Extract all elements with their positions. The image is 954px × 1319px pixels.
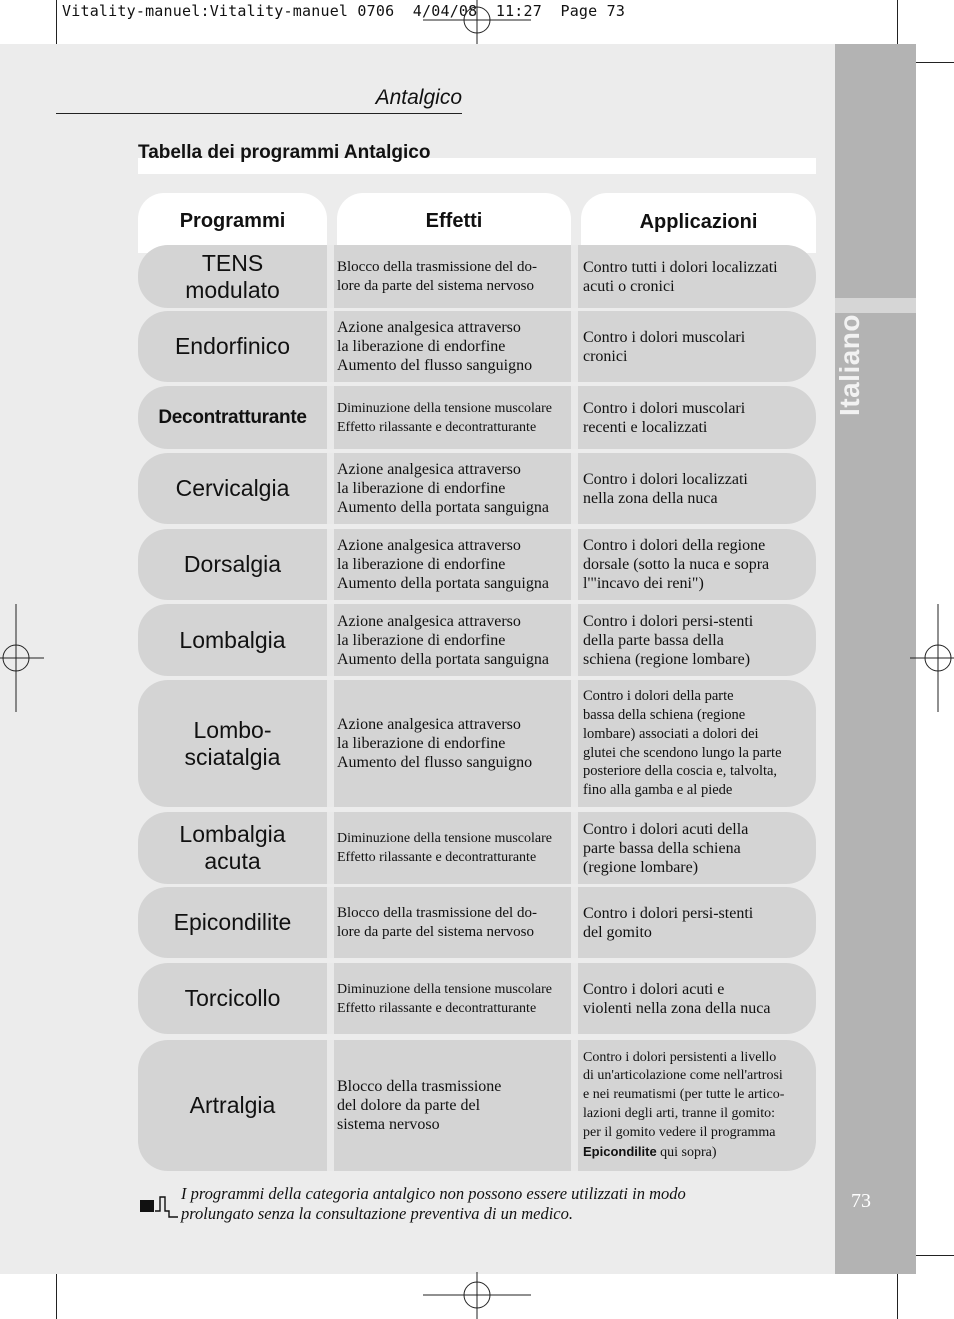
table-title: Tabella dei programmi Antalgico xyxy=(138,142,431,163)
program-effects: Diminuzione della tensione muscolare Effetto rilassante e decontratturante xyxy=(337,981,552,1016)
column-header-effetti xyxy=(337,193,571,253)
program-name: Cervicalgia xyxy=(175,475,290,501)
program-applications: Contro i dolori muscolari cronici xyxy=(583,328,746,365)
program-effects: Diminuzione della tensione muscolare Effetto rilassante e decontratturante xyxy=(337,400,552,435)
column-header-applicazioni xyxy=(581,193,816,253)
table-row xyxy=(138,1040,816,1171)
program-effects: Azione analgesica attraverso la liberazione di endorfine Aumento del flusso sanguigno xyxy=(337,319,533,374)
program-name: Lombalgia acuta xyxy=(179,821,286,874)
section-rule xyxy=(56,113,462,114)
table-row xyxy=(138,386,816,449)
program-applications: Contro i dolori muscolari recenti e localizzati xyxy=(583,399,746,436)
column-header-label: Programmi xyxy=(179,210,286,232)
page-number: 73 xyxy=(851,1190,871,1212)
program-name: Lombo- sciatalgia xyxy=(184,716,281,770)
registration-mark-icon xyxy=(423,0,531,44)
program-applications: Contro i dolori della parte bassa della schiena (regione lombare) associati a dolori dei glutei che scendono lungo la parte posteriore della coscia e, talvolta, fino alla gamba e al piede xyxy=(583,688,782,799)
program-applications: Contro i dolori persi-stenti della parte bassa della schiena (regione lombare) xyxy=(583,612,754,668)
program-effects: Azione analgesica attraverso la liberazione di endorfine Aumento della portata sanguigna xyxy=(337,537,549,592)
program-applications-text: Contro i dolori persistenti a livello di un'articolazione come nell'artrosi e nei reumatismi (per tutte le artico- lazioni degli arti, tranne il gomito: per il gomito vedere il programma Epicondilite qui sopra) xyxy=(583,1049,785,1160)
program-applications: Contro i dolori acuti e violenti nella zona della nuca xyxy=(583,980,771,1017)
column-header-label: Effetti xyxy=(425,210,483,232)
warning-note-icon xyxy=(140,1193,180,1221)
program-applications xyxy=(583,1040,816,1171)
program-applications: Contro i dolori localizzati nella zona della nuca xyxy=(583,470,748,507)
program-applications: Contro i dolori della regione dorsale (sotto la nuca e sopra l'"incavo dei reni") xyxy=(583,537,770,592)
registration-mark-icon xyxy=(423,1272,531,1319)
crop-mark xyxy=(912,62,954,63)
program-effects: Azione analgesica attraverso la liberazione di endorfine Aumento della portata sanguigna xyxy=(337,612,549,668)
program-reference: Epicondilite xyxy=(583,1143,657,1159)
table-row xyxy=(138,680,816,807)
program-name: Artralgia xyxy=(189,1092,276,1118)
program-effects: Diminuzione della tensione muscolare Effetto rilassante e decontratturante xyxy=(337,831,552,865)
program-effects: Azione analgesica attraverso la liberazione di endorfine Aumento della portata sanguigna xyxy=(337,461,549,516)
program-name: Decontratturante xyxy=(158,407,307,428)
program-applications: Contro tutti i dolori localizzati acuti o cronici xyxy=(583,258,778,295)
table-row xyxy=(138,963,816,1034)
registration-mark-icon xyxy=(910,604,954,712)
crop-mark xyxy=(897,0,898,48)
program-applications: Contro i dolori persi-stenti del gomito xyxy=(583,904,754,941)
table-row xyxy=(138,887,816,958)
print-header: Vitality-manuel:Vitality-manuel 0706 4/04/08 11:27 Page 73 xyxy=(62,2,626,20)
crop-mark xyxy=(897,1270,898,1319)
table-row xyxy=(138,311,816,382)
column-header-programmi xyxy=(138,193,327,253)
usage-note: I programmi della categoria antalgico non possono essere utilizzati in modo prolungato senza la consultazione preventiva di un medico. xyxy=(181,1184,686,1223)
program-effects: Azione analgesica attraverso la liberazione di endorfine Aumento del flusso sanguigno xyxy=(337,716,533,771)
program-name: TENS modulato xyxy=(185,249,280,303)
program-name: Lombalgia xyxy=(179,626,286,653)
program-effects: Blocco della trasmissione del do- lore da parte del sistema nervoso xyxy=(337,904,537,940)
program-applications: Contro i dolori acuti della parte bassa della schiena (regione lombare) xyxy=(583,820,749,876)
program-effects: Blocco della trasmissione del dolore da parte del sistema nervoso xyxy=(337,1078,502,1133)
program-name: Endorfinico xyxy=(174,333,291,359)
section-title: Antalgico xyxy=(375,86,462,109)
column-header-label: Applicazioni xyxy=(639,211,758,233)
program-name: Epicondilite xyxy=(173,909,292,935)
crop-mark xyxy=(56,0,57,48)
language-tab xyxy=(820,313,880,417)
side-tab-notch xyxy=(835,298,916,313)
program-name: Dorsalgia xyxy=(183,551,282,577)
crop-mark xyxy=(56,1270,57,1319)
registration-mark-icon xyxy=(0,604,44,712)
table-row xyxy=(138,453,816,524)
table-row xyxy=(138,812,816,884)
language-label: Italiano xyxy=(834,313,865,417)
crop-mark xyxy=(912,1255,954,1256)
side-tab xyxy=(835,44,916,1274)
program-name: Torcicollo xyxy=(184,985,281,1011)
table-row xyxy=(138,604,816,676)
table-row xyxy=(138,245,816,308)
program-effects: Blocco della trasmissione del do- lore da parte del sistema nervoso xyxy=(337,258,537,294)
table-row xyxy=(138,529,816,600)
